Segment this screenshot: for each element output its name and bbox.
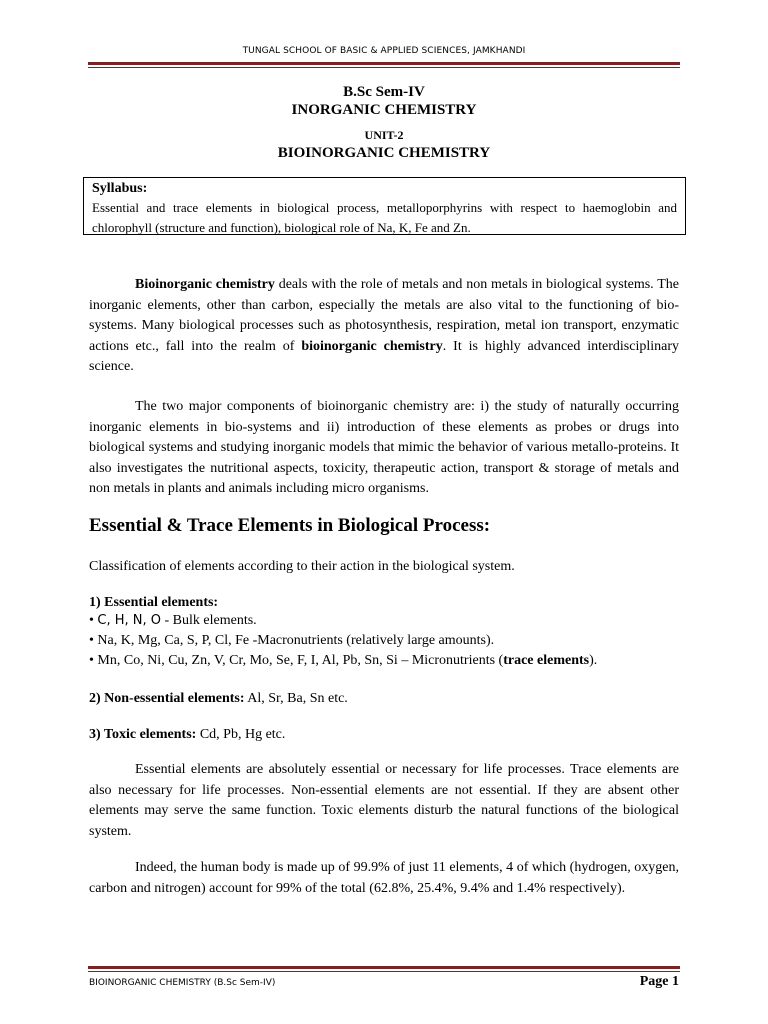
list-item-text: ). — [589, 653, 598, 668]
list-item — [89, 631, 689, 651]
page-number: Page 1 — [639, 974, 679, 989]
nonessential-label: 2) Non-essential elements: — [89, 691, 245, 706]
syllabus-title: Syllabus: — [92, 181, 148, 196]
toxic-text: Cd, Pb, Hg etc. — [196, 727, 286, 742]
unit-title: UNIT-2 — [364, 128, 404, 142]
nonessential-text: Al, Sr, Ba, Sn etc. — [244, 691, 348, 706]
header-rule — [88, 62, 680, 65]
footer-subtitle: (B.Sc Sem-IV) — [210, 978, 276, 988]
list-item — [89, 651, 689, 671]
section-heading: Essential & Trace Elements in Biological Process: — [89, 515, 491, 536]
essential-label: 1) Essential elements: — [89, 595, 219, 610]
intro-paragraph-1 — [89, 275, 679, 378]
nonessential-line — [89, 689, 689, 709]
header-rule-thin — [88, 67, 680, 68]
intro-paragraph-2: The two major components of bioinorganic chemistry are: i) the study of naturally occurring inorganic elements in bio-systems and ii) introduction of these elements as probes or drugs into biological systems and studying inorganic models that mimic the behavior of various metallo-proteins. It also investigates the nutritional aspects, toxicity, therapeutic action, transport & storage of metals and non metals in plants and animals including micro organisms. — [89, 399, 679, 496]
toxic-line — [89, 725, 689, 745]
syllabus-text: Essential and trace elements in biological process, metalloporphyrins with respect to haemoglobin and chlorophyll (structure and function), biological role of Na, K, Fe and Zn. — [92, 200, 677, 235]
paragraph-text: . It is highly advanced interdisciplinary science. — [89, 338, 680, 374]
list-item — [89, 611, 689, 631]
bulk-elements: C, H, N, O — [97, 613, 162, 628]
bullet-icon: • — [89, 633, 94, 648]
footer-title: BIOINORGANIC CHEMISTRY — [89, 978, 211, 988]
paragraph-essential-explanation: Essential elements are absolutely essential or necessary for life processes. Trace elements are also necessary for life processes. Non-essential elements are not essential. If they are absent other elements may serve the same function. Toxic elements disturb the natural functions of the biological system. — [89, 762, 679, 839]
list-item-text: - Bulk elements. — [161, 613, 257, 628]
list-item-text: Na, K, Mg, Ca, S, P, Cl, Fe -Macronutrients (relatively large amounts). — [97, 633, 495, 648]
syllabus-box — [83, 177, 686, 235]
bullet-icon: • — [89, 653, 94, 668]
bullet-icon: • — [89, 613, 94, 628]
paragraph-text: deals with the role of metals and non metals in biological systems. The inorganic elements, other than carbon, especially the metals are also vital to the functioning of bio- systems. Many biological processes such as photosynthesis, respiration, metal ion transport, enzymatic actions etc., fall into the realm of — [89, 277, 679, 354]
toxic-label: 3) Toxic elements: — [89, 727, 197, 742]
footer-rule — [88, 966, 680, 969]
subject-title: INORGANIC CHEMISTRY — [291, 102, 477, 118]
running-header: TUNGAL SCHOOL OF BASIC & APPLIED SCIENCES, JAMKHANDI — [242, 46, 526, 56]
paragraph-body-composition: Indeed, the human body is made up of 99.9% of just 11 elements, 4 of which (hydrogen, oxygen, carbon and nitrogen) account for 99% of the total (62.8%, 25.4%, 9.4% and 1.4% respectively). — [89, 860, 679, 896]
bold-term: Bioinorganic chemistry — [135, 277, 275, 292]
essential-title — [89, 593, 689, 613]
running-footer — [89, 978, 275, 988]
list-item-text: Mn, Co, Ni, Cu, Zn, V, Cr, Mo, Se, F, I, Al, Pb, Sn, Si – Micronutrients ( — [97, 653, 504, 668]
bold-term: trace elements — [503, 653, 590, 668]
footer-rule-thin — [88, 971, 680, 972]
course-title: B.Sc Sem-IV — [343, 84, 425, 100]
topic-title: BIOINORGANIC CHEMISTRY — [277, 145, 491, 161]
classification-text: Classification of elements according to their action in the biological system. — [89, 559, 515, 574]
bold-term: bioinorganic chemistry — [301, 338, 443, 354]
